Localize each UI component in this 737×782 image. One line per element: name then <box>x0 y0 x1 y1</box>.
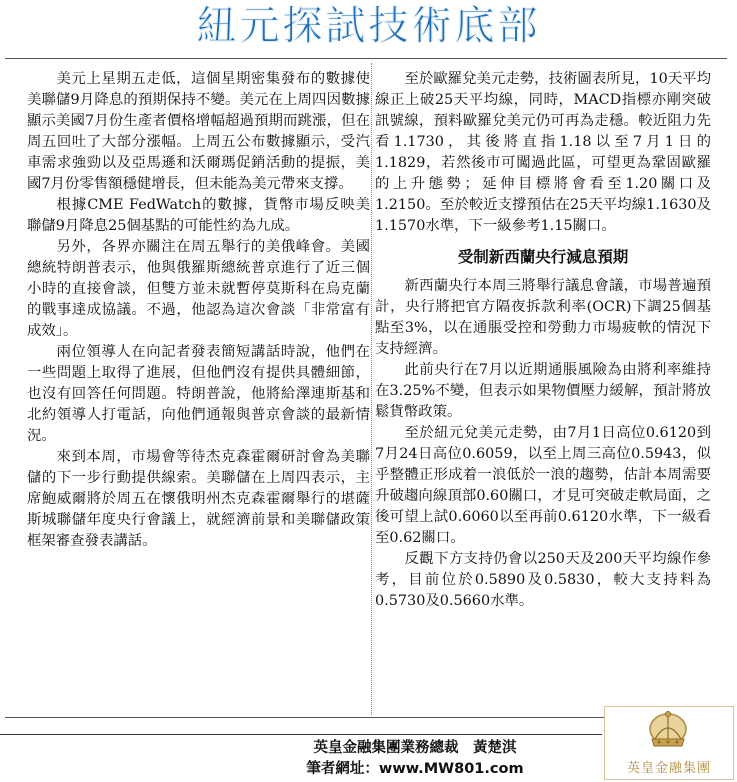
paragraph: 來到本周，市場會等待杰克森霍爾研討會為美聯儲的下一步行動提供線索。美聯儲在上周四表示，主席鮑威爾將於周五在懷俄明州杰克森霍爾舉行的堪薩斯城聯儲年度央行會議上，就經濟前景和美聯儲政策框架審查發表講話。 <box>27 449 370 549</box>
paragraph: 新西蘭央行本周三將舉行議息會議，市場普遍預計，央行將把官方隔夜拆款利率(OCR)下調25個基點至3%，以在通脹受控和勞動力市場疲軟的情況下支持經濟。 <box>375 278 711 357</box>
paragraph: 美元上星期五走低，這個星期密集發布的數據使美聯儲9月降息的預期保持不變。美元在上周四因數據顯示美國7月份生產者價格增幅超過預期而跳漲，但在周五回吐了大部分漲幅。上周五公布數據顯示，受汽車需求強勁以及亞馬遜和沃爾瑪促銷活動的提振，美國7月份零售額穩健增長，但未能為美元帶來支撐。 <box>27 71 370 192</box>
footer <box>232 738 598 780</box>
paragraph: 根據CME FedWatch的數據，貨幣市場反映美聯儲9月降息25個基點的可能性約為九成。 <box>27 197 370 234</box>
subheading: 受制新西蘭央行減息預期 <box>457 248 629 266</box>
paragraph: 至於歐羅兌美元走勢，技術圖表所見，10天平均線正上破25天平均線，同時，MACD指標亦剛突破訊號線，預料歐羅兌美元仍可再為走穩。較近阻力先看1.1730，其後將直指1.18以至7月1日的1.1829，若然後市可闖過此區，可望更為鞏固歐羅的上升態勢；延伸目標將會看至1.20關口及1.2150。至於較近支撐預估在25天平均線1.1630及1.1570水準，下一級參考1.15關口。 <box>375 71 711 234</box>
left-column <box>27 69 370 552</box>
paragraph: 兩位領導人在向記者發表簡短講話時說，他們在一些問題上取得了進展，但他們沒有提供具體細節，也沒有回答任何問題。特朗普說，他將給澤連斯基和北約領導人打電話，向他們通報與普京會談的最新情況。 <box>27 344 370 444</box>
right-column <box>375 69 711 612</box>
paragraph: 至於紐元兌美元走勢，由7月1日高位0.6120到7月24日高位0.6059，以至上周三高位0.5943，似乎整體正形成着一浪低於一浪的趨勢，估計本周需要升破趨向線頂部0.60關口，才見可突破走軟局面，之後可望上試0.6060以至再前0.6120水準，下一級看至0.62關口。 <box>375 425 711 546</box>
company-logo <box>604 706 734 780</box>
paragraph: 反觀下方支持仍會以250天及200天平均線作參考，目前位於0.5890及0.5830，較大支持料為0.5730及0.5660水準。 <box>375 551 711 609</box>
logo-text: 英皇金融集團 <box>626 761 711 776</box>
author-byline: 英皇金融集團業務總裁 黃楚淇 <box>313 740 517 756</box>
paragraph: 另外，各界亦關注在周五舉行的美俄峰會。美國總統特朗普表示，他與俄羅斯總統普京進行了近三個小時的直接會談，但雙方並未就暫停莫斯科在烏克蘭的戰事達成協議。不過，他認為這次會談「非常富有成效」。 <box>27 239 370 339</box>
crown-icon <box>643 709 693 753</box>
paragraph: 此前央行在7月以近期通脹風險為由將利率維持在3.25%不變，但表示如果物價壓力緩解，預計將放鬆貨幣政策。 <box>375 362 711 420</box>
author-website: 筆者網址：www.MW801.com <box>306 761 524 777</box>
headline: 紐元探試技術底部 <box>196 3 541 49</box>
column-divider <box>371 63 372 715</box>
article-frame <box>5 58 727 718</box>
footer-rule <box>0 734 602 735</box>
